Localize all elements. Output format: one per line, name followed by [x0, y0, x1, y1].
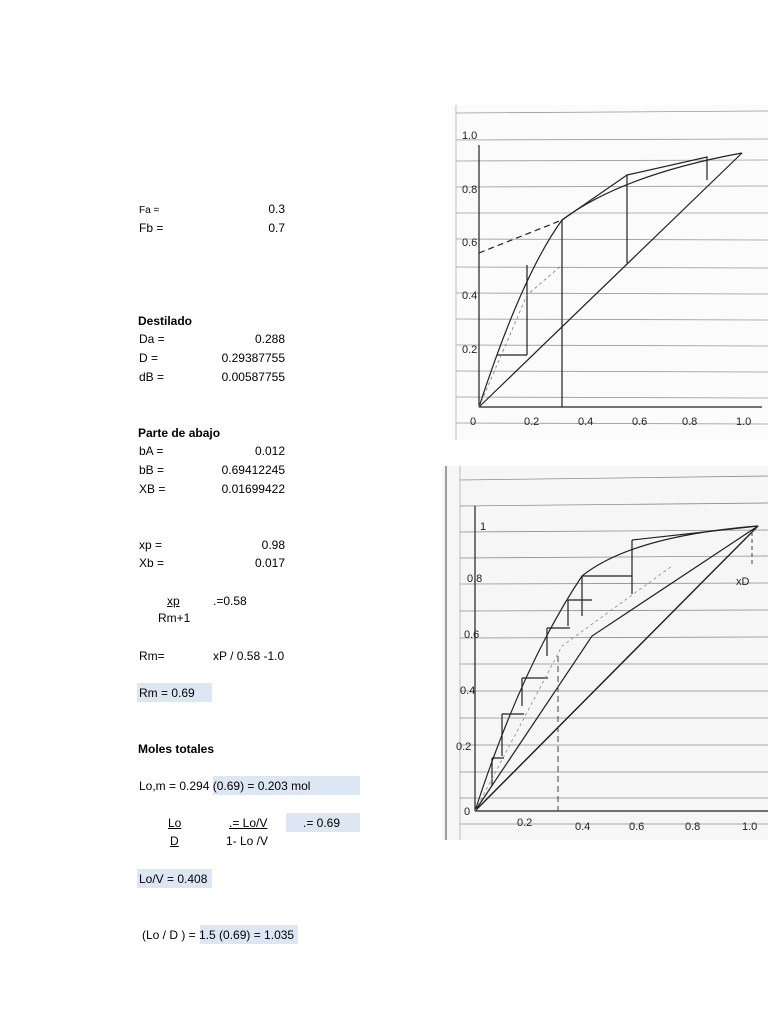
- x-tick-06: 0.6: [632, 416, 648, 428]
- d-value: 0.29387755: [221, 351, 285, 365]
- y-tick-0: 0: [464, 806, 471, 818]
- y-tick-1: 1: [480, 521, 487, 533]
- y-tick-08: 0.8: [467, 573, 483, 585]
- graph-top: [452, 105, 768, 440]
- rm-result: Rm = 0.69: [139, 686, 195, 700]
- y-tick-04: 0.4: [462, 290, 478, 302]
- x-tick-08: 0.8: [682, 416, 698, 428]
- x-tick-10: 1.0: [742, 821, 758, 833]
- xp-label: xp =: [139, 538, 163, 552]
- rm-denominator: Rm+1: [158, 611, 191, 625]
- fa-label: Fa =: [139, 205, 160, 216]
- xp-numerator: xp: [167, 594, 180, 608]
- lov-line: Lo/V = 0.408: [139, 872, 208, 886]
- lom-line: Lo,m = 0.294 (0.69) = 0.203 mol: [139, 779, 311, 793]
- x-tick-04: 0.4: [578, 416, 594, 428]
- x-tick-0: 0: [470, 416, 477, 428]
- fraction-equals: .=0.58: [213, 594, 247, 608]
- rm-expression: xP / 0.58 -1.0: [213, 649, 285, 663]
- parte-abajo-heading: Parte de abajo: [138, 426, 221, 440]
- ratio-numerator: .= Lo/V: [229, 816, 268, 830]
- destilado-heading: Destilado: [138, 314, 193, 328]
- d-label: D =: [139, 351, 159, 365]
- y-tick-08: 0.8: [462, 184, 478, 196]
- bb-value: 0.69412245: [221, 463, 285, 477]
- xb-fraction-value: 0.017: [254, 556, 285, 570]
- graph-bottom: [442, 466, 768, 840]
- da-value: 0.288: [254, 332, 285, 346]
- lo-numerator: Lo: [168, 816, 182, 830]
- x-tick-06: 0.6: [629, 821, 645, 833]
- y-tick-06: 0.6: [462, 237, 478, 249]
- bb-label: bB =: [139, 463, 165, 477]
- db-value: 0.00587755: [221, 370, 285, 384]
- moles-heading: Moles totales: [138, 742, 215, 756]
- xd-label: xD: [736, 576, 750, 588]
- fb-value: 0.7: [268, 221, 285, 235]
- ratio-equals: .= 0.69: [303, 816, 341, 830]
- x-tick-08: 0.8: [685, 821, 701, 833]
- y-tick-06: 0.6: [464, 629, 480, 641]
- x-tick-02: 0.2: [524, 416, 540, 428]
- x-tick-04: 0.4: [575, 821, 591, 833]
- da-label: Da =: [139, 332, 165, 346]
- y-tick-1: 1.0: [462, 130, 478, 142]
- y-tick-02: 0.2: [462, 344, 478, 356]
- ba-value: 0.012: [254, 444, 285, 458]
- rm-label: Rm=: [139, 649, 165, 663]
- y-tick-02: 0.2: [456, 741, 472, 753]
- xb-value: 0.01699422: [221, 482, 285, 496]
- ba-label: bA =: [139, 444, 164, 458]
- x-tick-10: 1.0: [736, 416, 752, 428]
- xb-label: XB =: [139, 482, 166, 496]
- xp-value: 0.98: [261, 538, 285, 552]
- y-tick-04: 0.4: [460, 685, 476, 697]
- fb-label: Fb =: [139, 221, 164, 235]
- d-denominator: D: [170, 834, 179, 848]
- lod-line: (Lo / D ) = 1.5 (0.69) = 1.035: [142, 928, 295, 942]
- xb-fraction-label: Xb =: [139, 556, 165, 570]
- db-label: dB =: [139, 370, 165, 384]
- x-tick-02: 0.2: [517, 817, 533, 829]
- fa-value: 0.3: [268, 202, 285, 216]
- ratio-denominator: 1- Lo /V: [226, 834, 269, 848]
